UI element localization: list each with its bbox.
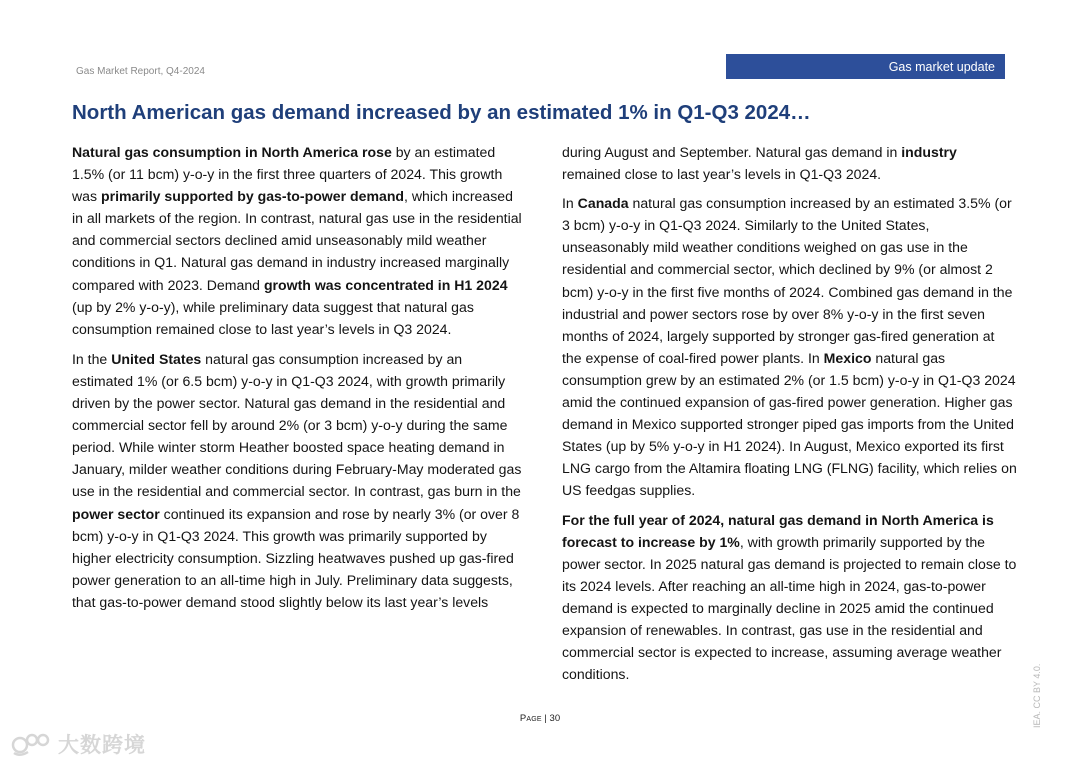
page-separator: | [541,713,550,724]
report-name: Gas Market Report, Q4-2024 [76,66,205,77]
license-note: IEA. CC BY 4.0. [1032,663,1042,728]
bold-text: For the full year of 2024, natural gas demand in North America is forecast to increase by 1% [562,511,994,550]
paragraph [562,192,1017,501]
watermark-logo-icon [10,731,54,757]
bold-text: power sector [72,505,160,522]
page-footer [0,713,1080,724]
text-run: by an estimated 1.5% (or 11 bcm) y-o-y in the first three quarters of 2024. This growth was [72,144,503,205]
right-column [562,141,1017,693]
paragraph [562,509,1017,686]
text-run: remained close to last year’s levels in Q1-Q3 2024. [562,166,882,183]
bold-text: Natural gas consumption in North America rose [72,144,392,160]
text-run: , which increased in all markets of the region. In contrast, natural gas use in the residential and commercial sectors declined amid unseasonably mild weather conditions in Q1. Natural gas demand in industry increased marginally compared with 2023. Demand [72,188,522,293]
paragraph [72,141,527,340]
paragraph [562,141,1017,185]
page-label: Page [519,713,542,724]
text-run: during August and September. Natural gas demand in [562,144,902,160]
watermark-text: 大数跨境 [58,734,146,757]
watermark [10,729,146,759]
text-run: In [562,195,578,212]
text-run: natural gas consumption increased by an estimated 3.5% (or 3 bcm) y-o-y in Q1-Q3 2024. Similarly to the United States, unseasonably mild weather conditions weighed on gas use in the residential and commercial sector, which declined by 9% (or almost 2 bcm) y-o-y in the first five months of 2024. Combined gas demand in the industrial and power sectors rose by over 8% y-o-y in the first seven months of 2024, largely supported by stronger gas-fired generation at the expense of coal-fired power plants. In [562,195,1013,366]
section-tab-label: Gas market update [888,59,995,74]
page-title: North American gas demand increased by an estimated 1% in Q1-Q3 2024… [72,101,811,124]
paragraph [72,348,527,613]
text-run: (up by 2% y-o-y), while preliminary data suggest that natural gas consumption remained close to last year’s levels in Q3 2024. [72,298,474,337]
text-run: natural gas consumption increased by an estimated 1% (or 6.5 bcm) y-o-y in Q1-Q3 2024, with growth primarily driven by the power sector. Natural gas demand in the residential and commercial sector fell by around 2% (or 3 bcm) y-o-y during the same period. While winter storm Heather boosted space heating demand in January, milder weather conditions during February-May moderated gas use in the residential and commercial sector. In contrast, gas burn in the [72,350,522,500]
text-run: , with growth primarily supported by the power sector. In 2025 natural gas demand is projected to remain close to its 2024 levels. After reaching an all-time high in 2024, gas-to-power demand is expected to marginally decline in 2025 amid the continued expansion of renewables. In contrast, gas use in the residential and commercial sector is expected to increase, assuming average weather conditions. [562,533,1017,683]
page-number: 30 [549,713,561,724]
text-run: natural gas consumption grew by an estimated 2% (or 1.5 bcm) y-o-y in Q1-Q3 2024 amid the continued expansion of gas-fired power generation. Higher gas demand in Mexico supported stronger piped gas imports from the United States (up by 5% y-o-y in H1 2024). In August, Mexico exported its first LNG cargo from the Altamira floating LNG (FLNG) facility, which relies on US feedgas supplies. [562,349,1017,499]
bold-text: United States [111,350,202,367]
text-run: continued its expansion and rose by nearly 3% (or over 8 bcm) y-o-y in Q1-Q3 2024. This growth was primarily supported by higher electricity consumption. Sizzling heatwaves pushed up gas-fired power generation to an all-time high in July. Preliminary data suggests, that gas-to-power demand stood slightly below its last year’s levels [72,505,520,610]
text-run: In the [72,350,112,367]
bold-text: Mexico [823,349,872,366]
section-tab [726,54,1005,79]
bold-text: growth was concentrated in H1 2024 [263,276,508,293]
bold-text: Canada [577,195,629,212]
bold-text: primarily supported by gas-to-power demand [100,188,405,205]
left-column [72,141,527,621]
bold-text: industry [901,144,957,160]
